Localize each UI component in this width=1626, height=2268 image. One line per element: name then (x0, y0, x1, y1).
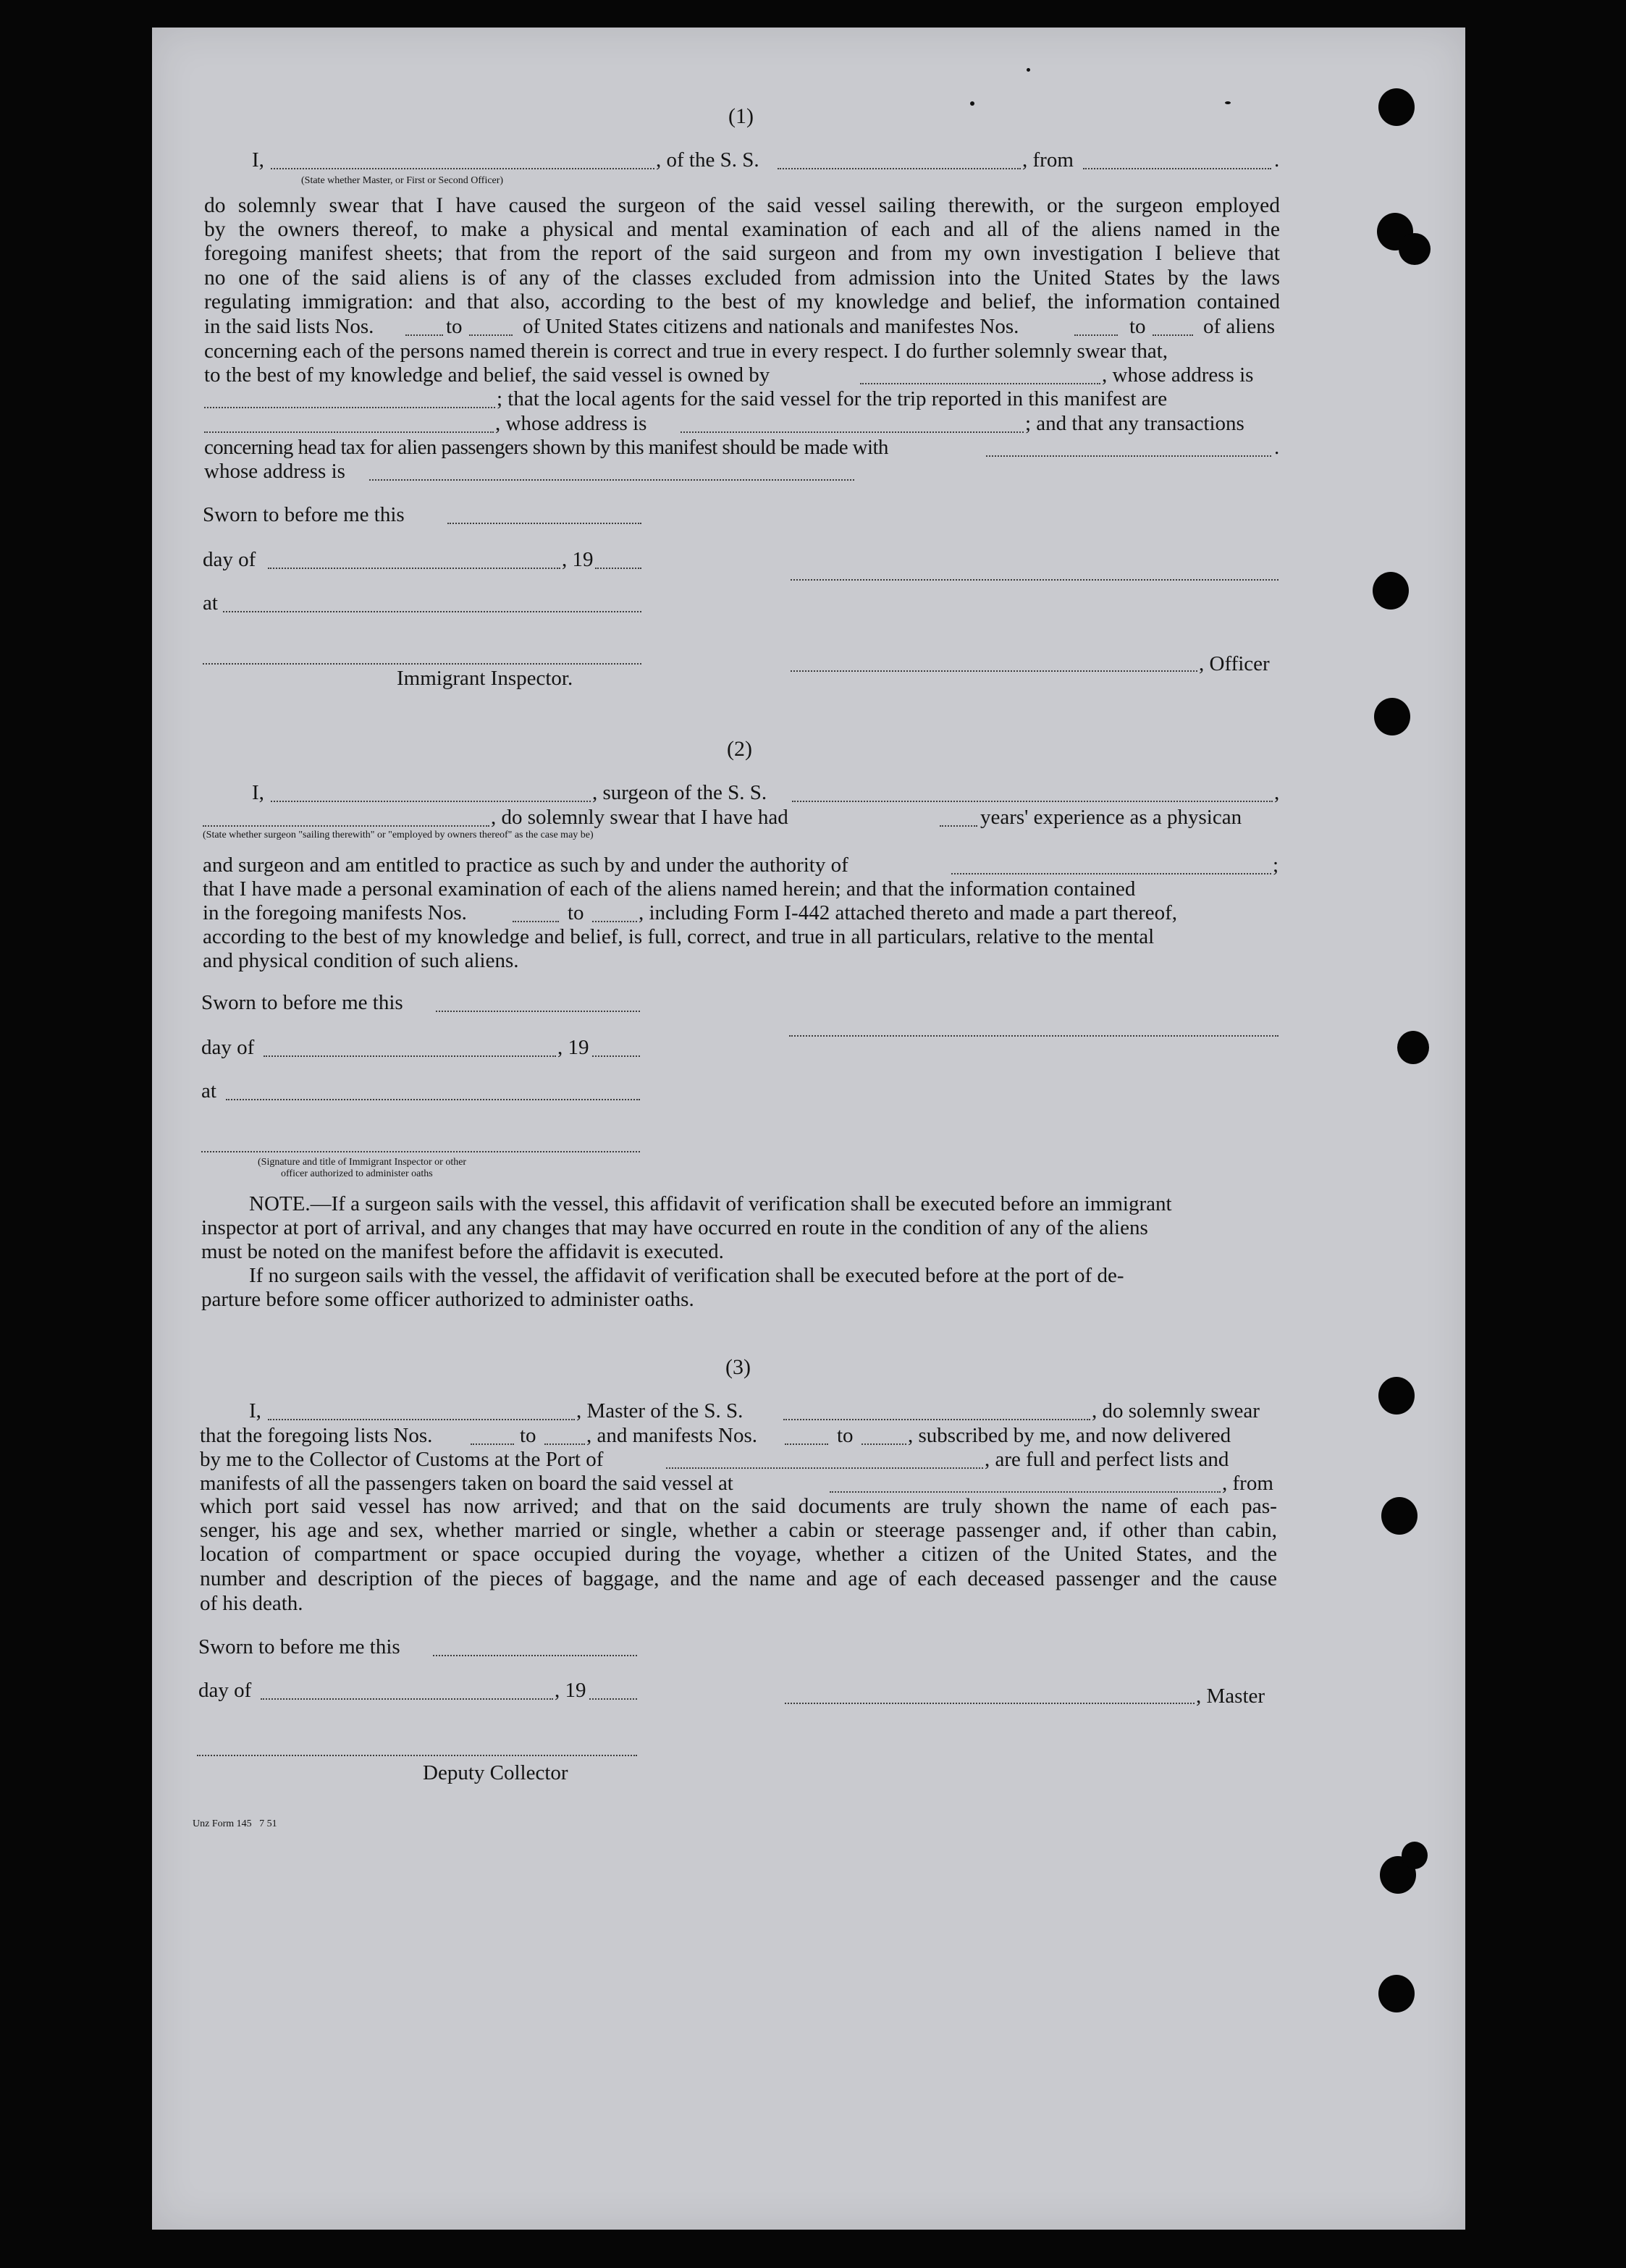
ship-name-field[interactable] (778, 168, 1021, 169)
ink-speck (1225, 101, 1231, 104)
s1-head-tax-label: concerning head tax for alien passengers shown by this manifest should be made with (204, 436, 888, 459)
s1-head-tax-period: . (1274, 436, 1280, 459)
binder-hole (1397, 1031, 1429, 1064)
authority-field[interactable] (951, 873, 1271, 874)
s1-inspector-signature-field[interactable] (203, 663, 641, 665)
s3-sworn-label: Sworn to before me this (198, 1635, 400, 1658)
s1-owner-address-label: , whose address is (1102, 363, 1254, 387)
port-from-field[interactable] (1083, 168, 1271, 169)
note-line-4: If no surgeon sails with the vessel, the affidavit of verification shall be executed before at the port of de- (249, 1264, 1124, 1287)
s3-i-label: I, (249, 1399, 261, 1422)
section-1-number: (1) (728, 104, 754, 128)
s3-manifests-from-field[interactable] (785, 1443, 828, 1445)
s2-authority-label: and surgeon and am entitled to practice as such by and under the authority of (203, 853, 848, 877)
s1-year-field[interactable] (595, 568, 641, 569)
s3-line: number and description of the pieces of baggage, and the name and age of each deceased passenger and the cause (200, 1567, 1277, 1590)
s3-day-of-label: day of (198, 1679, 252, 1702)
s1-line: foregoing manifest sheets; that from the report of the said surgeon and from my own investigation I believe that (204, 242, 1280, 266)
s3-collector-label: by me to the Collector of Customs at the Port of (200, 1448, 604, 1471)
s2-swear-label: , do solemnly swear that I have had (491, 806, 788, 829)
ink-speck (970, 101, 974, 106)
s1-year-label: , 19 (562, 548, 594, 571)
s3-lists-label: that the foregoing lists Nos. (200, 1424, 433, 1447)
head-tax-field[interactable] (986, 455, 1271, 457)
s2-ship-name-field[interactable] (792, 801, 1273, 802)
s2-signature-caption-1: (Signature and title of Immigrant Inspector or other (258, 1157, 467, 1168)
s2-years-label: years' experience as a physican (980, 806, 1242, 829)
s2-year-label: , 19 (557, 1036, 589, 1059)
s2-form-label: , including Form I-442 attached thereto and made a part thereof, (639, 901, 1178, 924)
s3-line: location of compartment or space occupied during the voyage, whether a citizen of the United States, and the (200, 1543, 1277, 1567)
local-agents-field[interactable] (204, 431, 494, 433)
s2-exam-line: that I have made a personal examination of each of the aliens named herein; and that the information contained (203, 877, 1136, 901)
s3-sworn-day-field[interactable] (433, 1655, 637, 1656)
s2-manifests-label: in the foregoing manifests Nos. (203, 901, 467, 924)
s2-month-field[interactable] (264, 1055, 556, 1057)
s1-agents-line: ; that the local agents for the said vessel for the trip reported in this manifest are (497, 387, 1168, 410)
s2-i-label: I, (252, 781, 264, 804)
binder-hole (1373, 572, 1409, 610)
s3-collector-signature-field[interactable] (197, 1755, 637, 1756)
s1-sworn-label: Sworn to before me this (203, 503, 405, 526)
binder-hole (1381, 1497, 1418, 1535)
s2-at-field[interactable] (226, 1099, 640, 1100)
s2-sworn-label: Sworn to before me this (201, 991, 403, 1014)
s3-lists-from-field[interactable] (471, 1443, 514, 1445)
s1-period: . (1274, 148, 1280, 172)
owner-address-field[interactable] (204, 407, 495, 408)
embarkation-port-field[interactable] (830, 1491, 1221, 1493)
s1-line: by the owners thereof, to make a physical and mental examination of each and all of the aliens named in the (204, 218, 1280, 242)
s2-authority-semicolon: ; (1273, 853, 1279, 877)
s2-sworn-day-field[interactable] (436, 1011, 640, 1012)
owner-field[interactable] (860, 383, 1100, 384)
s3-master-of-label: , Master of the S. S. (576, 1399, 744, 1422)
s2-surgeon-signature-field[interactable] (789, 1035, 1279, 1037)
s3-master-signature-field[interactable] (785, 1703, 1195, 1704)
s3-year-field[interactable] (589, 1698, 637, 1700)
s1-sworn-day-field[interactable] (447, 523, 641, 524)
note-line-2: inspector at port of arrival, and any changes that may have occurred en route in the condition of any of the aliens (201, 1216, 1148, 1239)
note-line-1: NOTE.—If a surgeon sails with the vessel, this affidavit of verification shall be executed before an immigrant (249, 1192, 1172, 1215)
s2-manifests-to: to (568, 901, 584, 924)
surgeon-name-field[interactable] (203, 825, 489, 827)
s2-year-field[interactable] (592, 1055, 640, 1057)
surgeon-type-field[interactable] (271, 801, 591, 802)
s3-month-field[interactable] (261, 1698, 553, 1700)
s2-inspector-signature-field[interactable] (201, 1151, 640, 1152)
s1-lists-to-field[interactable] (469, 334, 513, 336)
binder-hole (1399, 233, 1431, 265)
s1-manifests-to: to (1129, 315, 1146, 338)
s1-lists-to: to (446, 315, 463, 338)
binder-hole (1374, 698, 1410, 735)
s2-day-of-label: day of (201, 1036, 255, 1059)
s1-master-signature-field[interactable] (791, 579, 1279, 581)
s3-manifests-to: to (837, 1424, 854, 1447)
agent-address-field[interactable] (681, 431, 1024, 433)
binder-hole (1402, 1842, 1428, 1869)
s1-whose-address-label: whose address is (204, 460, 345, 483)
s1-of-ss-label: , of the S. S. (656, 148, 759, 172)
s3-subscribed-label: , subscribed by me, and now delivered (908, 1424, 1231, 1447)
s1-officer-label: , Officer (1199, 652, 1270, 675)
s2-manifests-from-field[interactable] (513, 921, 559, 922)
s1-paragraph (204, 194, 1280, 314)
binder-hole (1378, 1377, 1415, 1415)
port-of-arrival-field[interactable] (666, 1467, 983, 1469)
s2-caption: (State whether surgeon "sailing therewith" or "employed by owners thereof" as the case may be) (203, 830, 594, 840)
s1-transactions-label: ; and that any transactions (1025, 412, 1244, 435)
s1-agent-address-label: , whose address is (495, 412, 647, 435)
s1-lists-from-field[interactable] (405, 334, 443, 336)
s3-line: senger, his age and sex, whether married or single, whether a cabin or steerage passenger and, if other than cabin, (200, 1519, 1277, 1543)
s1-at-field[interactable] (223, 611, 641, 612)
s2-surgeon-of-label: , surgeon of the S. S. (592, 781, 767, 804)
s2-signature-caption-2: officer authorized to administer oaths (281, 1168, 433, 1179)
s3-full-lists-label: , are full and perfect lists and (985, 1448, 1229, 1471)
s3-lists-to-field[interactable] (544, 1443, 585, 1445)
s3-deputy-label: Deputy Collector (423, 1761, 568, 1784)
s1-line: no one of the said aliens is of any of the classes excluded from admission into the United States by the laws (204, 266, 1280, 290)
master-name-field[interactable] (268, 1419, 575, 1420)
s1-line: do solemnly swear that I have caused the surgeon of the said vessel sailing therewith, or the surgeon employed (204, 194, 1280, 217)
ink-speck (1027, 68, 1030, 72)
s1-from-label: , from (1022, 148, 1074, 172)
head-tax-address-field[interactable] (369, 479, 854, 481)
binder-hole (1378, 1975, 1415, 2012)
s1-concerning-line: concerning each of the persons named therein is correct and true in every respect. I do further solemnly swear that, (204, 340, 1168, 363)
s2-condition-line: and physical condition of such aliens. (203, 949, 519, 972)
s3-master-label: , Master (1196, 1685, 1265, 1708)
s1-manifests-to-field[interactable] (1153, 334, 1193, 336)
binder-hole (1378, 88, 1415, 126)
note-line-5: parture before some officer authorized to administer oaths. (201, 1288, 694, 1311)
s3-year-label: , 19 (555, 1679, 586, 1702)
s2-best-line: according to the best of my knowledge and belief, is full, correct, and true in all particulars, relative to the mental (203, 925, 1155, 948)
s1-at-label: at (203, 591, 218, 615)
s2-comma: , (1274, 781, 1280, 804)
s1-owned-label: to the best of my knowledge and belief, the said vessel is owned by (204, 363, 770, 387)
s1-line: regulating immigration: and that also, according to the best of my knowledge and belief, the information contained (204, 290, 1280, 313)
s3-manifests-to-field[interactable] (862, 1443, 906, 1445)
section-3-number: (3) (725, 1355, 751, 1379)
s1-citizens-label: of United States citizens and nationals and manifestes Nos. (523, 315, 1019, 338)
s3-death-line: of his death. (200, 1592, 303, 1615)
s3-paragraph (200, 1495, 1277, 1591)
s1-aliens-label: of aliens (1203, 315, 1276, 338)
s1-inspector-label: Immigrant Inspector. (397, 667, 573, 690)
s1-i-label: I, (252, 148, 264, 172)
s1-officer-signature-field[interactable] (791, 670, 1197, 672)
s3-from-label: , from (1222, 1472, 1273, 1495)
s3-manifests-label: , and manifests Nos. (586, 1424, 757, 1447)
s3-line: which port said vessel has now arrived; and that on the said documents are truly shown the name of each pas- (200, 1495, 1277, 1518)
s1-day-of-label: day of (203, 548, 256, 571)
officer-rank-field[interactable] (271, 168, 654, 169)
s3-ship-name-field[interactable] (783, 1419, 1090, 1420)
section-2-number: (2) (727, 737, 752, 761)
note-line-3: must be noted on the manifest before the affidavit is executed. (201, 1240, 724, 1263)
s3-swear-label: , do solemnly swear (1092, 1399, 1260, 1422)
form-id: Unz Form 145 7 51 (193, 1818, 277, 1829)
s2-manifests-to-field[interactable] (592, 921, 637, 922)
s2-at-label: at (201, 1079, 216, 1103)
s1-caption: (State whether Master, or First or Second Officer) (301, 175, 504, 186)
years-experience-field[interactable] (940, 825, 977, 827)
s1-manifests-from-field[interactable] (1074, 334, 1118, 336)
s1-month-field[interactable] (268, 568, 560, 569)
s3-lists-to: to (520, 1424, 536, 1447)
s3-manifests-line: manifests of all the passengers taken on board the said vessel at (200, 1472, 733, 1495)
s1-lists-label: in the said lists Nos. (204, 315, 374, 338)
